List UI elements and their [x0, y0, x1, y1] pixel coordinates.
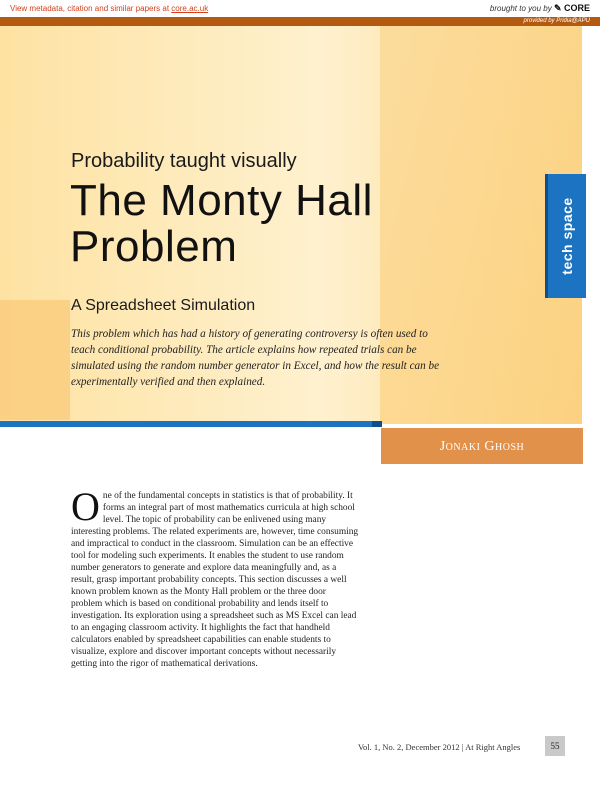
drop-cap: O [71, 484, 100, 529]
article-subtitle: A Spreadsheet Simulation [71, 297, 256, 314]
core-brought-text: brought to you by [489, 4, 554, 13]
author-name: Jonaki Ghosh [439, 439, 525, 454]
page-footer: Vol. 1, No. 2, December 2012 | At Right Angles [358, 742, 521, 752]
core-logo-text: CORE [563, 3, 590, 13]
core-brought-by [490, 0, 590, 17]
core-link[interactable]: core.ac.uk [171, 4, 209, 13]
core-strip [0, 17, 600, 26]
core-provided-text: provided by Pridia@APU [523, 18, 590, 24]
author-box [381, 428, 583, 464]
core-metadata-text: View metadata, citation and similar papers at [10, 4, 172, 13]
title-line-1: The Monty Hall [70, 176, 373, 225]
core-logo-icon[interactable]: ✎ CORE [553, 3, 590, 13]
article-kicker: Probability taught visually [71, 150, 297, 172]
article-body [71, 484, 359, 670]
page-number: 55 [545, 736, 565, 756]
section-tab-label: tech space [559, 197, 575, 275]
core-banner [0, 0, 600, 18]
core-metadata-link[interactable] [10, 0, 208, 17]
title-line-2: Problem [70, 222, 238, 271]
body-paragraph: ne of the fundamental concepts in statistics is that of probability. It forms an integral part of most mathematics curricula at high school level. The topic of probability can be enlivened using many interesting problems. The related experiments are, however, time consuming and impractical to conduct in the classroom. Simulation can be an effective tool for modeling such experiments. It enables the student to use random number generators to generate and explore data meaningfully and, as a result, grasp important probability concepts. This section discusses a well known problem known as the Monty Hall problem or the three door problem which is based on conditional probability and lends itself to investigation. Its exploration using a spreadsheet such as MS Excel can lead to an engaging classroom activity. It highlights the fact that handheld calculators enabled by spreadsheet capabilities can enable students to visualize, explore and discover important concepts without necessarily getting into the rigor of mathematical derivations. [71, 491, 359, 669]
header-left-block [0, 300, 70, 420]
section-tab [545, 174, 586, 298]
section-divider-end [372, 421, 382, 427]
article-title [70, 178, 373, 270]
article-abstract: This problem which has had a history of generating controversy is often used to teach conditional probability. The article explains how repeated trials can be simulated using the random number generator in Excel, and how the result can be experimentally verified and then explained. [71, 328, 440, 388]
section-divider [0, 421, 382, 427]
